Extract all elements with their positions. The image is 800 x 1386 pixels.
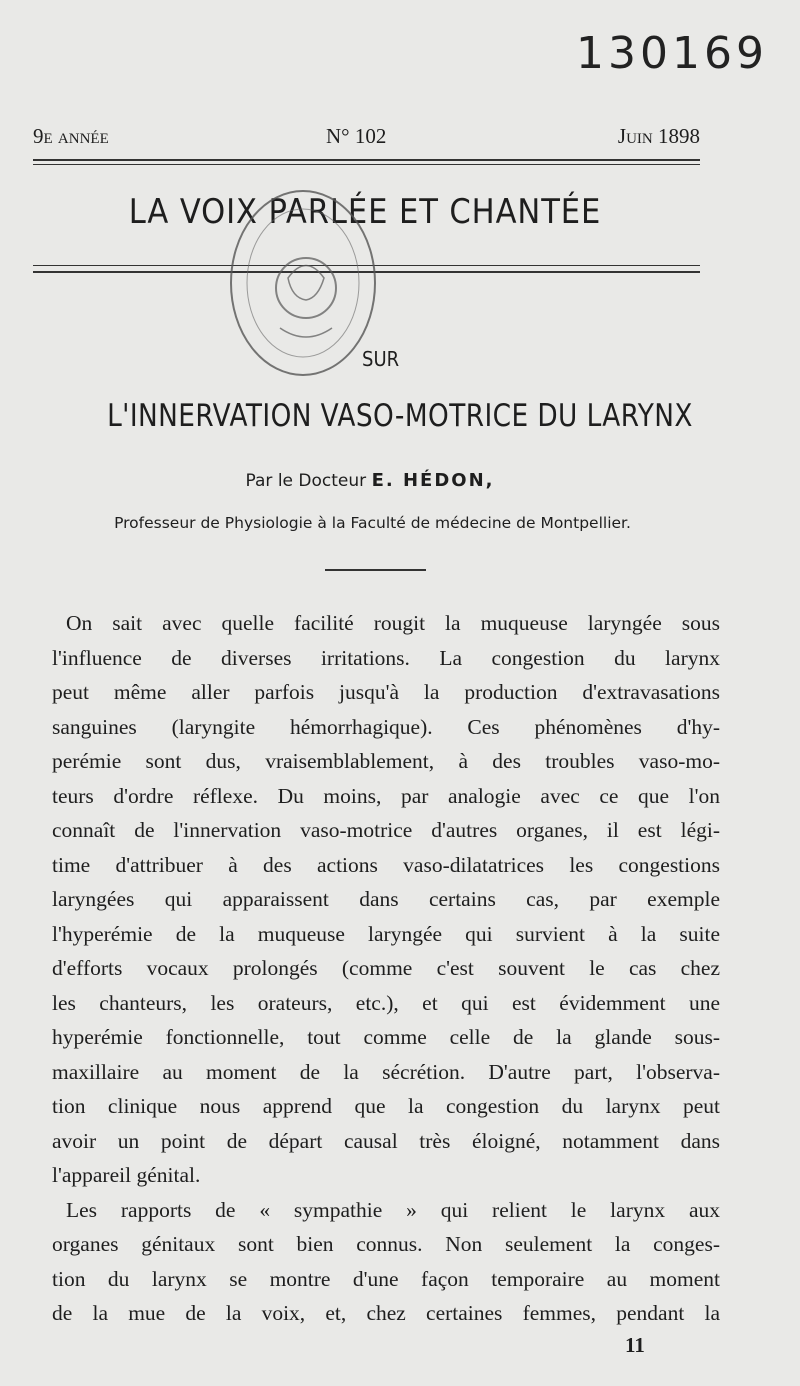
text-line: l'appareil génital. — [52, 1163, 201, 1187]
text-line: l'influence de diverses irritations. La congestion du larynx — [52, 645, 720, 670]
paragraph — [52, 606, 720, 1193]
author-affiliation: Professeur de Physiologie à la Faculté de médecine de Montpellier. — [114, 514, 631, 532]
text-line: maxillaire au moment de la sécrétion. D'autre part, l'observa- — [52, 1059, 720, 1084]
text-line: organes génitaux sont bien connus. Non seulement la conges- — [52, 1232, 720, 1256]
text-line: tion clinique nous apprend que la congestion du larynx peut — [52, 1094, 720, 1118]
text-line: connaît de l'innervation vaso-motrice d'autres organes, il est légi- — [52, 818, 720, 842]
byline — [0, 470, 740, 491]
text-line: peut même aller parfois jusqu'à la production d'extravasations — [52, 680, 720, 704]
header-rule — [33, 159, 700, 161]
issue-year: 9e année — [33, 124, 109, 148]
section-separator — [325, 569, 426, 571]
text-line: hyperémie fonctionnelle, tout comme celle de la glande sous- — [52, 1025, 720, 1049]
article-body — [52, 606, 720, 1331]
issue-date: Juin 1898 — [617, 124, 700, 148]
text-line: On sait avec quelle facilité rougit la muqueuse laryngée sous — [66, 611, 720, 635]
text-line: sanguines (laryngite hémorrhagique). Ces phénomènes d'hy- — [52, 714, 720, 739]
text-line: les chanteurs, les orateurs, etc.), et qui est évidemment une — [52, 990, 720, 1015]
subtitle-sur: SUR — [362, 347, 400, 371]
article-title: L'INNERVATION VASO-MOTRICE DU LARYNX — [107, 398, 693, 434]
text-line: de la mue de la voix, et, chez certaines femmes, pendant la — [52, 1301, 720, 1325]
page-number: 11 — [625, 1333, 645, 1357]
text-line: d'efforts vocaux prolongés (comme c'est souvent le cas chez — [52, 956, 720, 980]
paragraph — [52, 1193, 720, 1331]
issue-number: N° 102 — [326, 124, 387, 148]
byline-prefix: Par le Docteur — [245, 471, 367, 491]
text-line: Les rapports de « sympathie » qui relient le larynx aux — [66, 1197, 720, 1222]
header-rule-thin — [33, 164, 700, 165]
archive-number: 130169 — [576, 28, 768, 79]
text-line: perémie sont dus, vraisemblablement, à des troubles vaso-mo- — [52, 749, 720, 773]
author-name: E. HÉDON, — [371, 470, 495, 491]
text-line: laryngées qui apparaissent dans certains cas, par exemple — [52, 887, 720, 911]
text-line: tion du larynx se montre d'une façon temporaire au moment — [52, 1266, 720, 1291]
text-line: time d'attribuer à des actions vaso-dilatatrices les congestions — [52, 852, 720, 877]
text-line: avoir un point de départ causal très éloigné, notamment dans — [52, 1128, 720, 1153]
text-line: l'hyperémie de la muqueuse laryngée qui survient à la suite — [52, 921, 720, 946]
text-line: teurs d'ordre réflexe. Du moins, par analogie avec ce que l'on — [52, 783, 720, 808]
journal-title: LA VOIX PARLÉE ET CHANTÉE — [128, 192, 602, 232]
